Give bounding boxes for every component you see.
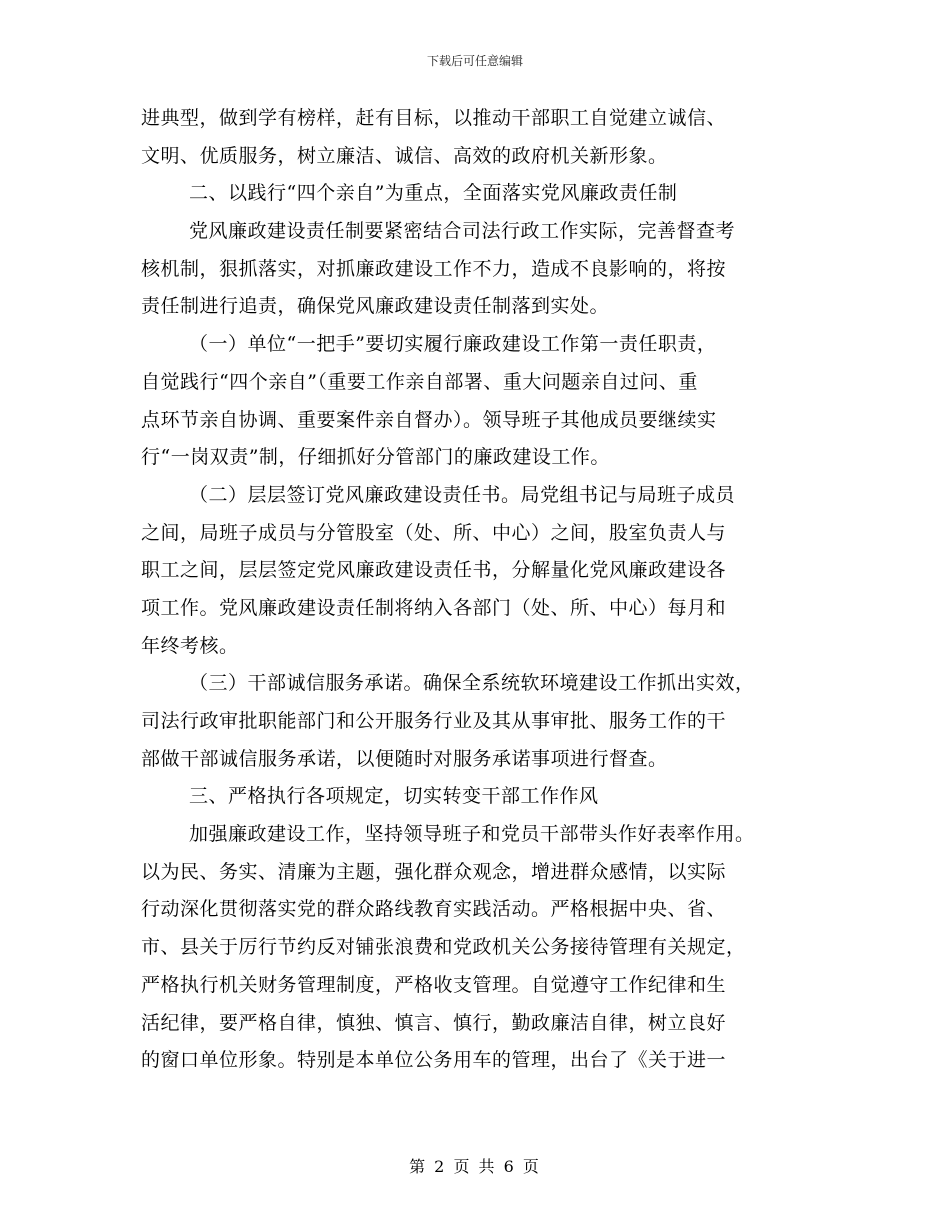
body-line: 点环节亲自协调、重要案件亲自督办）。领导班子其他成员要继续实 (141, 408, 717, 431)
body-line: 责任制进行追责，确保党风廉政建设责任制落到实处。 (141, 295, 610, 318)
body-line: 严格执行机关财务管理制度，严格收支管理。自觉遵守工作纪律和生 (141, 973, 727, 996)
body-line: 职工之间，层层签定党风廉政建设责任书，分解量化党风廉政建设各 (141, 559, 727, 582)
body-line: 行动深化贯彻落实党的群众路线教育实践活动。严格根据中央、省、 (141, 898, 727, 921)
body-line: 司法行政审批职能部门和公开服务行业及其从事审批、服务工作的干 (141, 710, 727, 732)
body-line: 市、县关于厉行节约反对铺张浪费和党政机关公务接待管理有关规定， (141, 936, 746, 959)
body-line: 的窗口单位形象。特别是本单位公务用车的管理，出台了《关于进一 (141, 1049, 727, 1072)
body-line: 活纪律，要严格自律，慎独、慎言、慎行，勤政廉洁自律，树立良好 (141, 1011, 727, 1034)
section-heading: 二、以践行“四个亲自”为重点，全面落实党风廉政责任制 (189, 182, 678, 205)
body-line: 进典型，做到学有榜样，赶有目标，以推动干部职工自觉建立诚信、 (141, 107, 727, 129)
body-line: 加强廉政建设工作，坚持领导班子和党员干部带头作好表率作用。 (189, 823, 755, 846)
body-line: 之间，局班子成员与分管股室（处、所、中心）之间，股室负责人与 (141, 521, 727, 544)
body-line: 行“一岗双责”制，仔细抓好分管部门的廉政建设工作。 (141, 446, 610, 469)
body-line: 年终考核。 (141, 634, 239, 657)
body-line: 文明、优质服务，树立廉洁、诚信、高效的政府机关新形象。 (141, 144, 668, 167)
page-number: 第 2 页 共 6 页 (409, 1157, 541, 1176)
body-line: （一）单位“一把手”要切实履行廉政建设工作第一责任职责， (189, 333, 717, 356)
body-line: （二）层层签订党风廉政建设责任书。局党组书记与局班子成员 (189, 483, 736, 506)
section-heading: 三、严格执行各项规定，切实转变干部工作作风 (189, 785, 599, 808)
body-line: （三）干部诚信服务承诺。确保全系统软环境建设工作抓出实效， (189, 672, 755, 695)
body-line: 自觉践行“四个亲自”（重要工作亲自部署、重大问题亲自过问、重 (141, 370, 698, 393)
body-line: 党风廉政建设责任制要紧密结合司法行政工作实际，完善督查考 (189, 220, 736, 243)
body-line: 以为民、务实、清廉为主题，强化群众观念，增进群众感情，以实际 (141, 860, 727, 883)
body-line: 核机制，狠抓落实，对抓廉政建设工作不力，造成不良影响的，将按 (141, 257, 727, 280)
body-line: 项工作。党风廉政建设责任制将纳入各部门（处、所、中心）每月和 (141, 596, 727, 619)
document-body (141, 100, 809, 1080)
page-header: 下载后可任意编辑 (426, 54, 523, 68)
body-line: 部做干部诚信服务承诺，以便随时对服务承诺事项进行督查。 (141, 747, 668, 770)
